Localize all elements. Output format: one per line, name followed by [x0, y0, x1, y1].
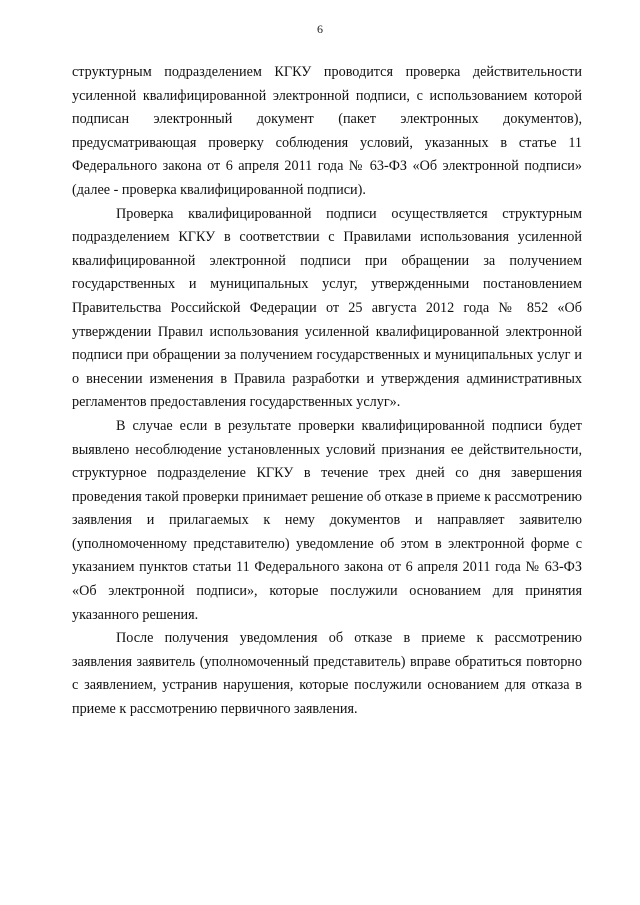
paragraph-refusal-case: В случае если в результате проверки квалифицированной подписи будет выявлено несоблюдение установленных условий признания ее действительности, структурное подразделение КГКУ в течение трех дней со дня завершения проведения такой проверки принимает решение об отказе в приеме к рассмотрению заявления и прилагаемых к нему документов и направляет заявителю (уполномоченному представителю) уведомление об этом в электронной форме с указанием пунктов статьи 11 Федерального закона от 6 апреля 2011 года № 63-ФЗ «Об электронной подписи», которые послужили основанием для принятия указанного решения.	[72, 417, 582, 623]
page-number: 6	[317, 22, 323, 36]
paragraph-signature-check: Проверка квалифицированной подписи осуществляется структурным подразделением КГКУ в соответствии с Правилами использования усиленной квалифицированной электронной подписи при обращении за получением государственных и муниципальных услуг, утвержденными постановлением Правительства Российской Федерации от 25 августа 2012 года № 852 «Об утверждении Правил использования усиленной квалифицированной электронной подписи при обращении за получением государственных и муниципальных услуг и о внесении изменения в Правила разработки и утверждения административных регламентов предоставления государственных услуг».	[72, 205, 582, 411]
paragraph-reapplication: После получения уведомления об отказе в приеме к рассмотрению заявления заявитель (уполномоченный представитель) вправе обратиться повторно с заявлением, устранив нарушения, которые послужили основанием для отказа в приеме к рассмотрению первичного заявления.	[72, 630, 582, 718]
document-body	[72, 61, 582, 722]
paragraph-continuation: структурным подразделением КГКУ проводится проверка действительности усиленной квалифицированной электронной подписи, с использованием которой подписан электронный документ (пакет электронных документов), предусматривающая проверку соблюдения условий, указанных в статье 11 Федерального закона от 6 апреля 2011 года № 63-ФЗ «Об электронной подписи» (далее - проверка квалифицированной подписи).	[72, 64, 582, 198]
